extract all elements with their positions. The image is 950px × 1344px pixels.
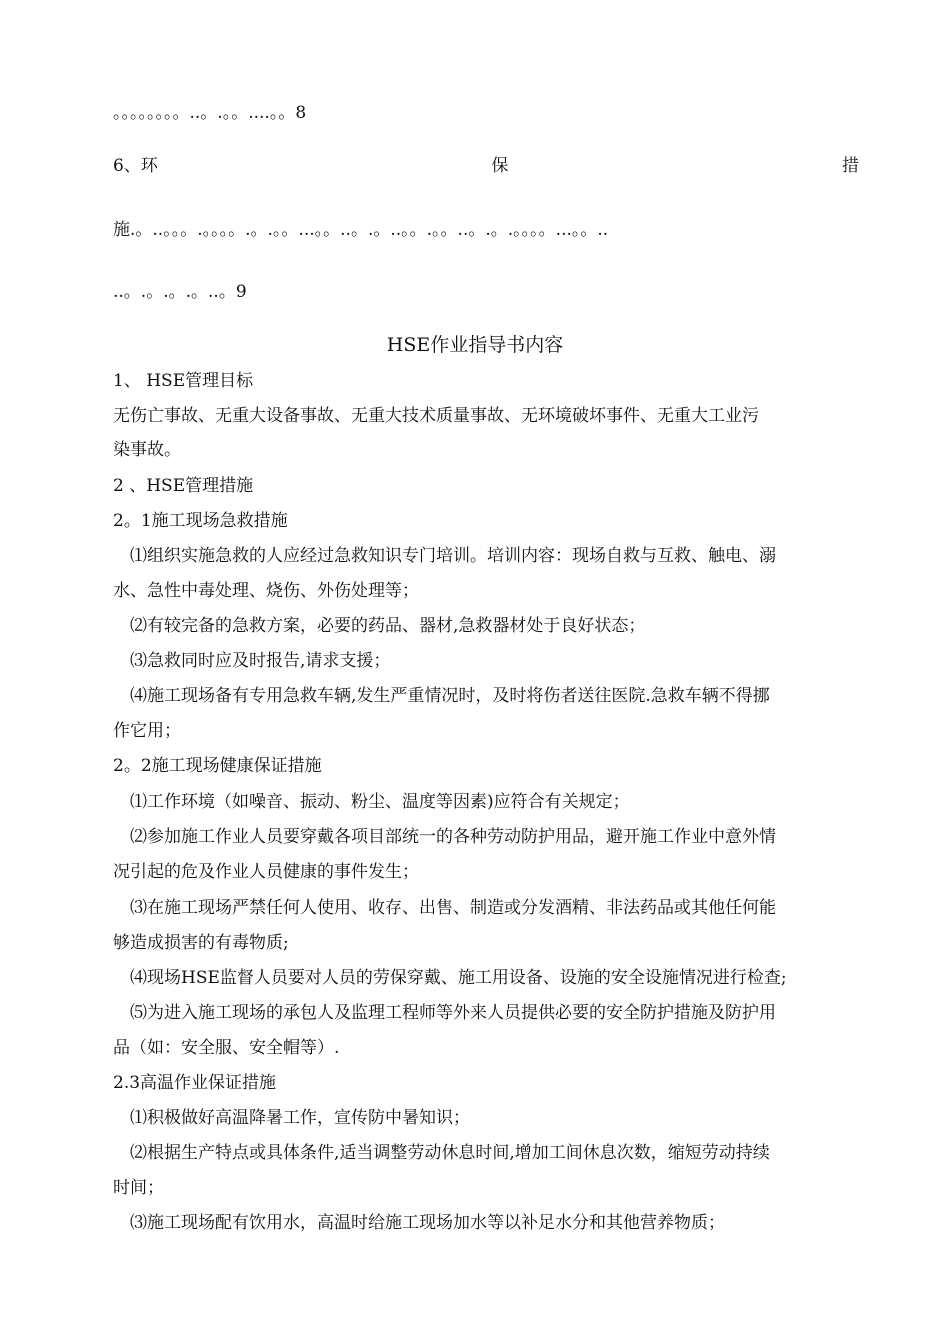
subsection-heading: 2。2施工现场健康保证措施 <box>113 756 322 776</box>
list-item: ⑶急救同时应及时报告,请求支援； <box>130 651 391 671</box>
list-item: ⑴组织实施急救的人应经过急救知识专门培训。培训内容：现场自救与互救、触电、溺 <box>130 546 776 566</box>
paragraph-line: 品（如：安全服、安全帽等）. <box>113 1038 340 1058</box>
toc-line-1: 。。。。。。。。..。.。。....。。8 <box>113 103 307 123</box>
list-item: ⑴积极做好高温降暑工作，宣传防中暑知识； <box>130 1108 470 1128</box>
paragraph-line: 水、急性中毒处理、烧伤、外伤处理等； <box>113 581 419 601</box>
toc-item-6-middle: 保 <box>491 156 509 176</box>
list-item: ⑸为进入施工现场的承包人及监理工程师等外来人员提供必要的安全防护措施及防护用 <box>130 1003 776 1023</box>
paragraph-line: 况引起的危及作业人员健康的事件发生； <box>113 862 419 882</box>
document-title: HSE作业指导书内容 <box>386 334 564 356</box>
list-item: ⑶施工现场配有饮用水，高温时给施工现场加水等以补足水分和其他营养物质； <box>130 1213 725 1233</box>
list-item: ⑴工作环境（如噪音、振动、粉尘、温度等因素)应符合有关规定； <box>130 792 630 812</box>
subsection-heading: 2。1施工现场急救措施 <box>113 511 288 531</box>
toc-line-3: 施.。..。。。.。。。。.。.。。...。。..。.。..。。.。。..。.。.。。。。...。。.. <box>113 220 609 240</box>
section-heading: 2 、HSE管理措施 <box>113 476 254 496</box>
paragraph-line: 够造成损害的有毒物质; <box>113 933 289 953</box>
toc-item-6-end: 措 <box>841 156 859 176</box>
list-item: ⑵有较完备的急救方案，必要的药品、器材,急救器材处于良好状态； <box>130 616 646 636</box>
list-item: ⑶在施工现场严禁任何人使用、收存、出售、制造或分发酒精、非法药品或其他任何能 <box>130 898 776 918</box>
list-item: ⑵根据生产特点或具体条件,适当调整劳动休息时间,增加工间休息次数，缩短劳动持续 <box>130 1143 770 1163</box>
paragraph-line: 作它用； <box>113 721 181 741</box>
list-item: ⑷现场HSE监督人员要对人员的劳保穿戴、施工用设备、设施的安全设施情况进行检查; <box>130 968 787 988</box>
list-item: ⑵参加施工作业人员要穿戴各项目部统一的各种劳动防护用品，避开施工作业中意外情 <box>130 827 776 847</box>
paragraph-line: 染事故。 <box>113 440 181 460</box>
section-heading: 1、 HSE管理目标 <box>113 371 254 391</box>
toc-item-6 <box>113 154 859 178</box>
paragraph-line: 时间； <box>113 1178 164 1198</box>
paragraph-line: 无伤亡事故、无重大设备事故、无重大技术质量事故、无环境破坏事件、无重大工业污 <box>113 406 759 426</box>
list-item: ⑷施工现场备有专用急救车辆,发生严重情况时，及时将伤者送往医院.急救车辆不得挪 <box>130 686 770 706</box>
toc-line-4: ..。.。.。.。..。9 <box>113 282 247 302</box>
subsection-heading: 2.3高温作业保证措施 <box>113 1073 277 1093</box>
toc-item-6-number: 6、环 <box>113 156 158 176</box>
